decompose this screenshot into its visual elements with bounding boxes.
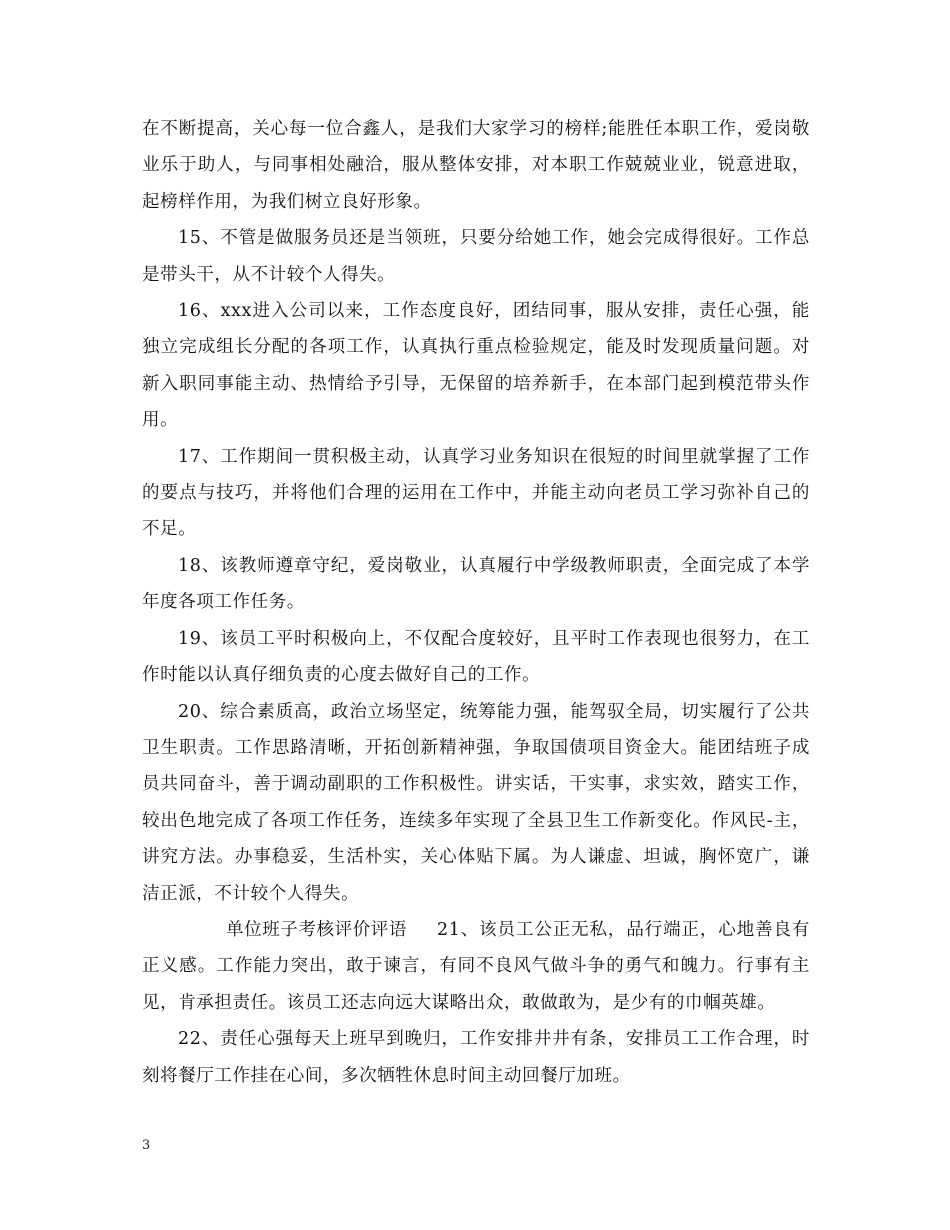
paragraph-21-text: 21、该员工公正无私，品行端正，心地善良有正义感。工作能力突出，敢于谏言，有同不良风气做斗争的勇气和魄力。行事有主见，肯承担责任。该员工还志向远大谋略出众，敢做敢为，是少有的巾帼英雄。 xyxy=(142,919,810,1013)
paragraph-17: 17、工作期间一贯积极主动，认真学习业务知识在很短的时间里就掌握了工作的要点与技巧，并将他们合理的运用在工作中，并能主动向老员工学习弥补自己的不足。 xyxy=(142,446,810,540)
document-page xyxy=(142,111,810,1094)
paragraph-19: 19、该员工平时积极向上，不仅配合度较好，且平时工作表现也很努力，在工作时能以认真仔细负责的心度去做好自己的工作。 xyxy=(142,628,810,686)
paragraph-20: 20、综合素质高，政治立场坚定，统筹能力强，能驾驭全局，切实履行了公共卫生职责。工作思路清晰，开拓创新精神强，争取国债项目资金大。能团结班子成员共同奋斗，善于调动副职的工作积极性。讲实话，干实事，求实效，踏实工作，较出色地完成了各项工作任务，连续多年实现了全县卫生工作新变化。作风民-主，讲究方法。办事稳妥，生活朴实，关心体贴下属。为人谦虚、坦诚，胸怀宽广，谦洁正派，不计较个人得失。 xyxy=(142,701,810,904)
paragraph-16: 16、xxx进入公司以来，工作态度良好，团结同事，服从安排，责任心强，能独立完成组长分配的各项工作，认真执行重点检验规定，能及时发现质量问题。对新入职同事能主动、热情给予引导，无保留的培养新手，在本部门起到模范带头作用。 xyxy=(142,301,810,431)
paragraph-21 xyxy=(142,912,810,1021)
paragraph-18: 18、该教师遵章守纪，爱岗敬业，认真履行中学级教师职责，全面完成了本学年度各项工作任务。 xyxy=(142,555,810,613)
paragraph-14-continued: 在不断提高，关心每一位合鑫人，是我们大家学习的榜样;能胜任本职工作，爱岗敬业乐于助人，与同事相处融洽，服从整体安排，对本职工作兢兢业业，锐意进取，起榜样作用，为我们树立良好形象。 xyxy=(142,119,810,212)
paragraph-22: 22、责任心强每天上班早到晚归，工作安排井井有条，安排员工工作合理，时刻将餐厅工作挂在心间，多次牺牲休息时间主动回餐厅加班。 xyxy=(142,1029,810,1086)
paragraph-15: 15、不管是做服务员还是当领班，只要分给她工作，她会完成得很好。工作总是带头干，从不计较个人得失。 xyxy=(142,228,810,285)
section-heading: 单位班子考核评价评语 xyxy=(226,919,407,940)
page-number: 3 xyxy=(142,1138,151,1153)
